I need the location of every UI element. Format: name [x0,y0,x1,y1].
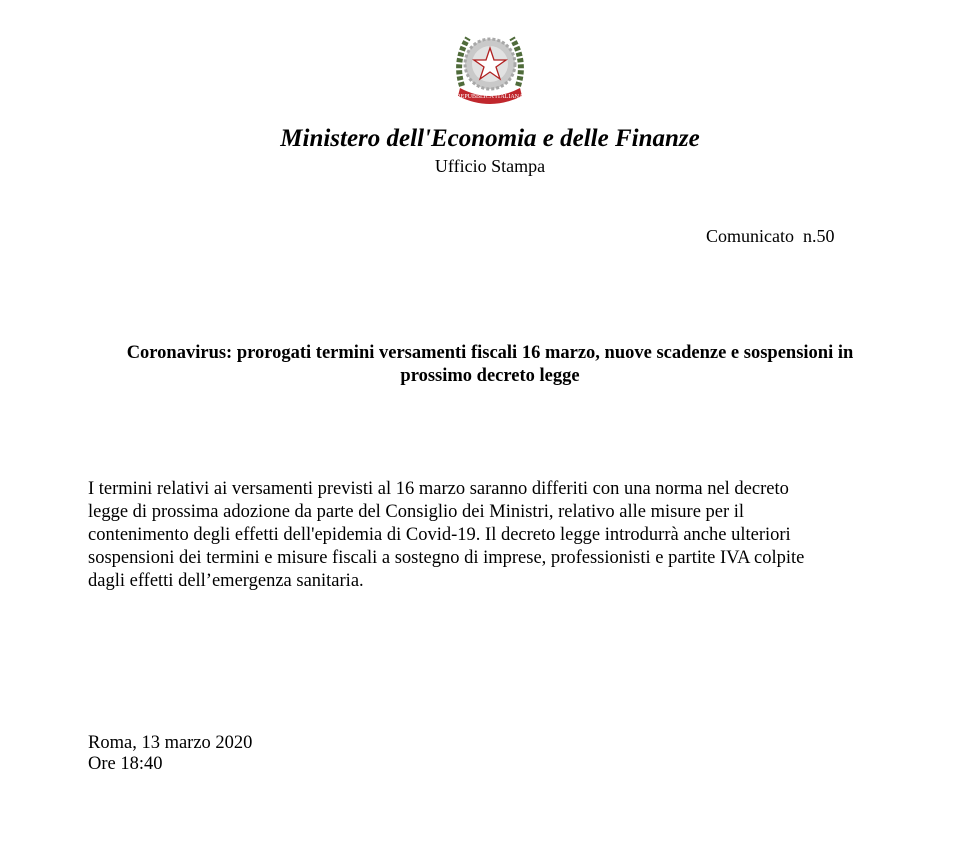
communique-number: Comunicato n.50 [706,226,835,246]
italian-republic-emblem [452,26,528,106]
body-paragraph [88,478,804,593]
time: Ore 18:40 [88,754,163,774]
body-line: dagli effetti dell’emergenza sanitaria. [88,571,364,591]
title-line: Coronavirus: prorogati termini versamenti fiscali 16 marzo, nuove scadenze e sospensioni in [126,343,854,363]
place-date-block [88,733,252,775]
place-date: Roma, 13 marzo 2020 [88,733,253,753]
title-line: prossimo decreto legge [400,366,580,386]
office-name: Ufficio Stampa [434,156,546,176]
body-line: I termini relativi ai versamenti previsti al 16 marzo saranno differiti con una norma nel decreto [88,479,789,499]
body-line: sospensioni dei termini e misure fiscali a sostegno di imprese, professionisti e partite IVA colpite [88,548,805,568]
body-line: contenimento degli effetti dell'epidemia di Covid-19. Il decreto legge introdurrà anche ulteriori [88,525,791,545]
press-release-title [60,342,920,388]
svg-text:REPUBBLICA ITALIANA: REPUBBLICA ITALIANA [456,94,524,100]
ministry-name: Ministero dell'Economia e delle Finanze [280,125,700,152]
body-line: legge di prossima adozione da parte del Consiglio dei Ministri, relativo alle misure per il [88,502,745,522]
